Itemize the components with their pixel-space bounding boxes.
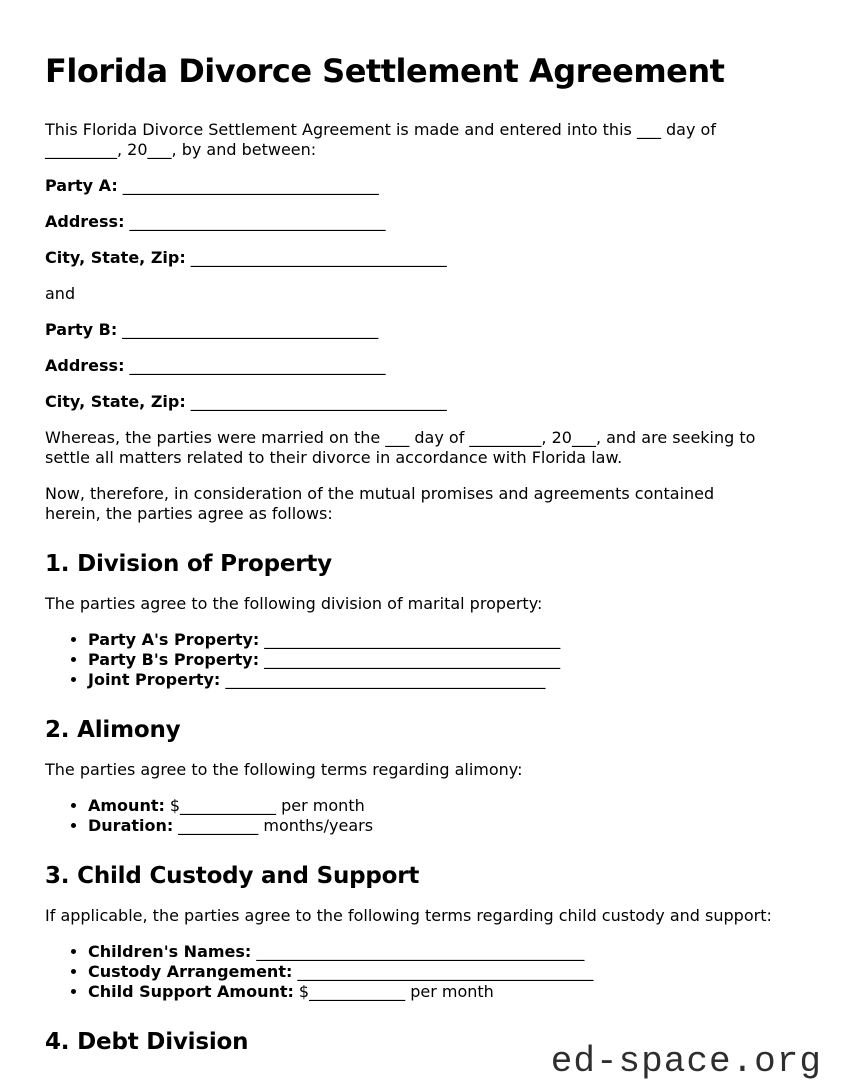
list-item [88,816,802,836]
field-label: City, State, Zip: [45,392,186,411]
field-label: City, State, Zip: [45,248,186,267]
text-line: This Florida Divorce Settlement Agreement is made and entered into this ___ day of [45,120,716,139]
list-item [88,796,802,816]
now-therefore-paragraph [45,484,802,524]
item-label: Duration: [88,816,174,835]
text-line: settle all matters related to their divorce in accordance with Florida law. [45,448,623,467]
list-item [88,630,802,650]
section-heading-alimony: 2. Alimony [45,717,181,743]
text-line: herein, the parties agree as follows: [45,504,333,523]
blank-line: ________________________________ [129,356,386,375]
blank-line: ________________________________ [129,212,386,231]
intro-paragraph [45,120,802,160]
section-heading-division-of-property: 1. Division of Property [45,551,332,577]
blank-line: ________________________________ [122,176,379,195]
blank-line: _____________________________________ [264,650,561,669]
text-line: Whereas, the parties were married on the ___ day of _________, 20___, and are seeking to [45,428,756,447]
watermark: ed-space.org [550,1041,822,1082]
item-label: Child Support Amount: [88,982,294,1001]
field-label: Address: [45,212,125,231]
list-item [88,650,802,670]
whereas-paragraph [45,428,802,468]
section-intro-division-of-property: The parties agree to the following division of marital property: [45,594,543,613]
conjunction-text: and [45,284,76,303]
section-heading-child-custody-and-support: 3. Child Custody and Support [45,863,420,889]
section-intro-child-custody: If applicable, the parties agree to the following terms regarding child custody and support: [45,906,772,925]
item-label: Party B's Property: [88,650,260,669]
field-party-b-address [45,356,802,376]
blank-line: $____________ per month [298,982,494,1001]
item-label: Children's Names: [88,942,252,961]
item-label: Amount: [88,796,165,815]
item-label: Party A's Property: [88,630,260,649]
blank-line: _____________________________________ [297,962,594,981]
field-label: Party A: [45,176,118,195]
list-item [88,982,802,1002]
blank-line: _____________________________________ [264,630,561,649]
blank-line: _________________________________________ [256,942,585,961]
blank-line: ________________________________ [190,392,447,411]
field-party-a-city-state-zip [45,248,802,268]
blank-line: ________________________________________ [225,670,546,689]
blank-line: $____________ per month [169,796,365,815]
field-party-b-name [45,320,802,340]
field-party-a-name [45,176,802,196]
field-label: Address: [45,356,125,375]
child-custody-list [45,942,802,1002]
document-title: Florida Divorce Settlement Agreement [45,52,725,90]
field-party-b-city-state-zip [45,392,802,412]
blank-line: ________________________________ [190,248,447,267]
field-party-a-address [45,212,802,232]
field-label: Party B: [45,320,118,339]
text-line: _________, 20___, by and between: [45,140,317,159]
list-item [88,670,802,690]
item-label: Custody Arrangement: [88,962,293,981]
section-heading-debt-division: 4. Debt Division [45,1029,249,1055]
list-item [88,942,802,962]
alimony-list [45,796,802,836]
blank-line: ________________________________ [122,320,379,339]
section-intro-alimony: The parties agree to the following terms regarding alimony: [45,760,523,779]
list-item [88,962,802,982]
blank-line: __________ months/years [178,816,374,835]
property-division-list [45,630,802,690]
text-line: Now, therefore, in consideration of the mutual promises and agreements contained [45,484,715,503]
item-label: Joint Property: [88,670,221,689]
